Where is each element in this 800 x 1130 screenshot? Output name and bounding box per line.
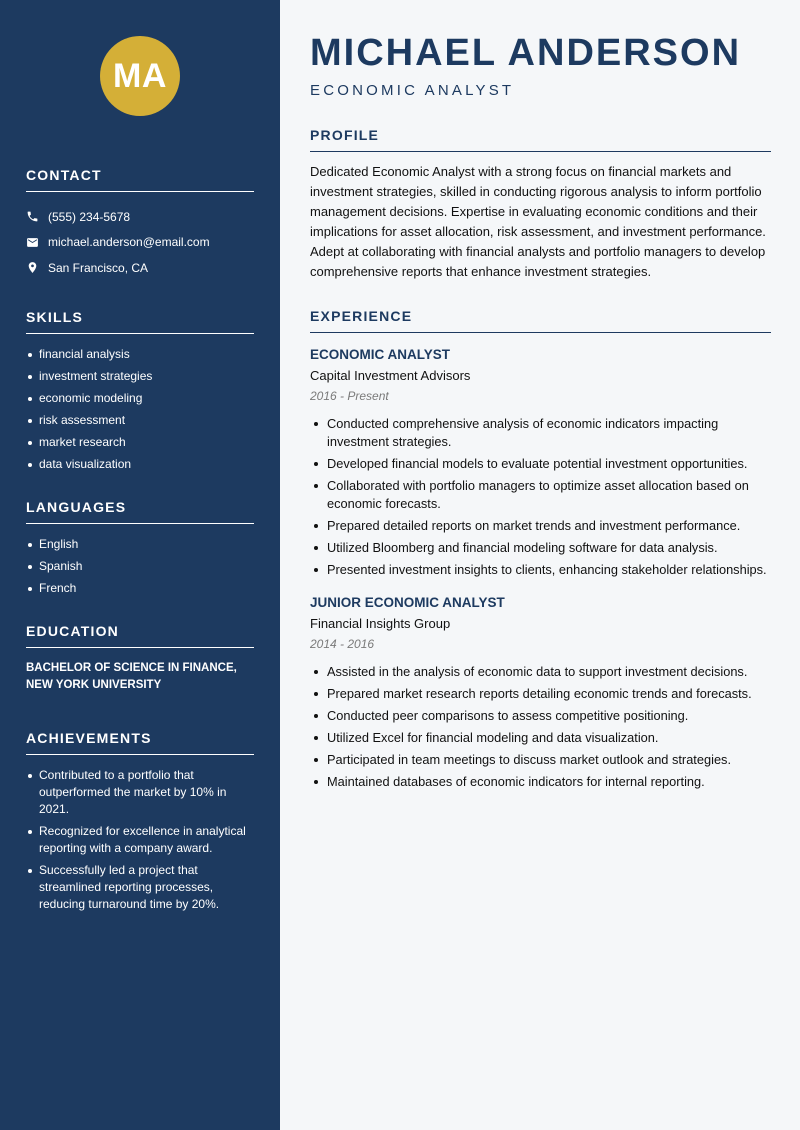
achievement-item: Recognized for excellence in analytical reporting with a company award. — [26, 823, 254, 857]
skill-item: data visualization — [26, 456, 254, 473]
job-bullet: Prepared market research reports detailing economic trends and forecasts. — [310, 685, 771, 703]
language-item: French — [26, 580, 254, 597]
education-degree: BACHELOR OF SCIENCE IN FINANCE, NEW YORK UNIVERSITY — [26, 661, 237, 691]
language-item: Spanish — [26, 558, 254, 575]
email-text: michael.anderson@email.com — [48, 235, 210, 250]
skills-section — [26, 309, 254, 473]
job-title: JUNIOR ECONOMIC ANALYST — [310, 595, 505, 610]
contact-email — [26, 230, 254, 256]
job-role: ECONOMIC ANALYST — [310, 82, 515, 99]
languages-section — [26, 499, 254, 597]
main-content — [280, 0, 800, 1130]
achievements-section — [26, 730, 254, 913]
sidebar — [0, 0, 280, 1130]
job-bullet: Utilized Bloomberg and financial modeling software for data analysis. — [310, 539, 771, 557]
job-entry — [310, 347, 771, 579]
job-bullet: Developed financial models to evaluate potential investment opportunities. — [310, 455, 771, 473]
languages-list — [26, 536, 254, 597]
job-bullet: Conducted comprehensive analysis of economic indicators impacting investment strategies. — [310, 415, 771, 451]
contact-phone — [26, 204, 254, 230]
job-bullets — [310, 663, 771, 791]
job-bullet: Prepared detailed reports on market trends and investment performance. — [310, 517, 771, 535]
job-entry — [310, 595, 771, 791]
person-name: MICHAEL ANDERSON — [310, 32, 742, 74]
languages-heading: LANGUAGES — [26, 499, 254, 524]
achievement-item: Successfully led a project that streamlined reporting processes, reducing turnaround time by 20%. — [26, 862, 254, 913]
skill-item: risk assessment — [26, 412, 254, 429]
avatar — [100, 36, 180, 116]
skill-item: investment strategies — [26, 368, 254, 385]
education-section — [26, 623, 254, 694]
job-dates: 2016 - Present — [310, 389, 389, 403]
location-text: San Francisco, CA — [48, 260, 149, 275]
avatar-initials: MA — [113, 56, 167, 95]
job-bullet: Utilized Excel for financial modeling and data visualization. — [310, 729, 771, 747]
achievements-heading: ACHIEVEMENTS — [26, 730, 254, 755]
skill-item: financial analysis — [26, 346, 254, 363]
phone-text: (555) 234-5678 — [48, 209, 131, 224]
experience-heading: EXPERIENCE — [310, 308, 771, 333]
achievements-list — [26, 767, 254, 913]
education-heading: EDUCATION — [26, 623, 254, 648]
job-bullet: Presented investment insights to clients, enhancing stakeholder relationships. — [310, 561, 771, 579]
location-pin-icon — [26, 261, 39, 274]
job-bullet: Collaborated with portfolio managers to optimize asset allocation based on economic forecasts. — [310, 477, 771, 513]
job-company: Capital Investment Advisors — [310, 368, 471, 383]
profile-section — [310, 127, 771, 282]
job-bullet: Conducted peer comparisons to assess competitive positioning. — [310, 707, 771, 725]
experience-section — [310, 308, 771, 791]
contact-heading: CONTACT — [26, 167, 254, 192]
job-title: ECONOMIC ANALYST — [310, 347, 451, 362]
skills-list — [26, 346, 254, 473]
skill-item: economic modeling — [26, 390, 254, 407]
language-item: English — [26, 536, 254, 553]
contact-location — [26, 255, 254, 281]
job-bullet: Assisted in the analysis of economic data to support investment decisions. — [310, 663, 771, 681]
skills-heading: SKILLS — [26, 309, 254, 334]
job-bullets — [310, 415, 771, 579]
phone-icon — [26, 210, 39, 223]
job-bullet: Participated in team meetings to discuss market outlook and strategies. — [310, 751, 771, 769]
skill-item: market research — [26, 434, 254, 451]
job-dates: 2014 - 2016 — [310, 637, 375, 651]
profile-text: Dedicated Economic Analyst with a strong focus on financial markets and investment strategies, skilled in conducting rigorous analysis to inform portfolio management decisions. Expertise in evaluating economic conditions and their implications for asset allocation, risk assessment, and investment performance. Adept at collaborating with financial analysts and portfolio managers to develop comprehensive reports that enhance investment strategies. — [310, 164, 766, 279]
contact-section — [26, 167, 254, 281]
achievement-item: Contributed to a portfolio that outperformed the market by 10% in 2021. — [26, 767, 254, 818]
profile-heading: PROFILE — [310, 127, 771, 152]
job-bullet: Maintained databases of economic indicators for internal reporting. — [310, 773, 771, 791]
job-company: Financial Insights Group — [310, 616, 451, 631]
email-icon — [26, 236, 39, 249]
